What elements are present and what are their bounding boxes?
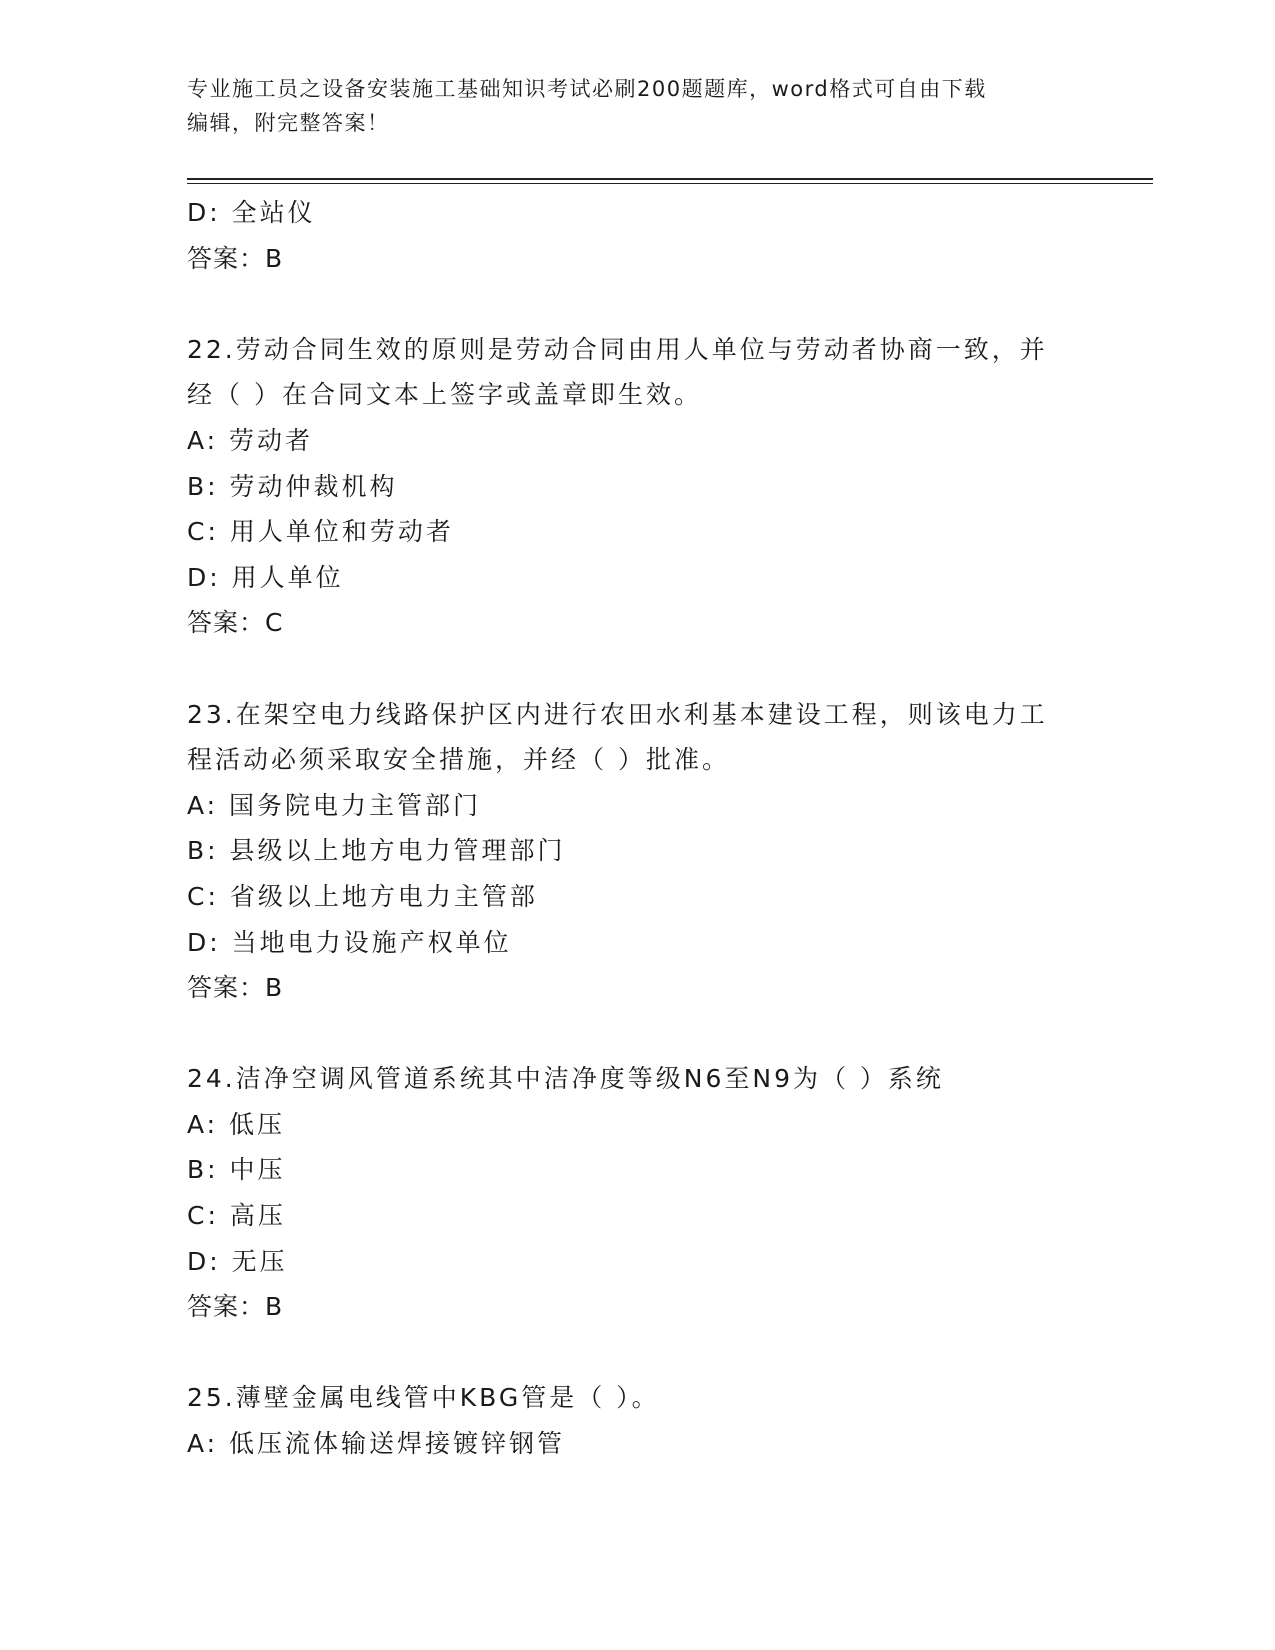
option-b: B: 县级以上地方电力管理部门	[187, 836, 566, 866]
option-a: A: 低压流体输送焊接镀锌钢管	[187, 1429, 566, 1459]
question-stem: 22.劳动合同生效的原则是劳动合同由用人单位与劳动者协商一致，并	[187, 334, 1048, 364]
question-stem: 24.洁净空调风管道系统其中洁净度等级N6至N9为（ ）系统	[187, 1064, 944, 1094]
option-d: D: 无压	[187, 1246, 288, 1276]
option-c: C: 用人单位和劳动者	[187, 517, 454, 547]
answer: 答案：C	[187, 608, 284, 638]
answer: 答案：B	[187, 243, 284, 273]
question-stem: 25.薄壁金属电线管中KBG管是（ ）。	[187, 1383, 660, 1413]
option-d: D: 用人单位	[187, 562, 344, 592]
option-b: B: 劳动仲裁机构	[187, 471, 398, 501]
question-24	[187, 1056, 1087, 1330]
option-a: A: 国务院电力主管部门	[187, 790, 482, 820]
question-25	[187, 1375, 1087, 1466]
spacer	[187, 1011, 1087, 1057]
answer: 答案：B	[187, 973, 284, 1003]
question-stem-continued: 经（ ）在合同文本上签字或盖章即生效。	[187, 380, 702, 410]
option-c: C: 高压	[187, 1201, 286, 1231]
document-header	[187, 72, 1067, 140]
question-21-tail	[187, 190, 1087, 281]
option-d: D: 当地电力设施产权单位	[187, 927, 512, 957]
spacer	[187, 1330, 1087, 1376]
option-b: B: 中压	[187, 1155, 286, 1185]
option-d: D: 全站仪	[187, 198, 316, 227]
header-divider-thick	[187, 178, 1153, 180]
option-a: A: 劳动者	[187, 425, 314, 455]
header-line-2: 编辑，附完整答案！	[187, 111, 390, 135]
question-23	[187, 692, 1087, 1011]
spacer	[187, 646, 1087, 692]
option-a: A: 低压	[187, 1109, 286, 1139]
spacer	[187, 281, 1087, 327]
question-stem: 23.在架空电力线路保护区内进行农田水利基本建设工程，则该电力工	[187, 699, 1048, 729]
question-stem-continued: 程活动必须采取安全措施，并经（ ）批准。	[187, 745, 730, 775]
answer: 答案：B	[187, 1292, 284, 1322]
question-list	[187, 190, 1087, 1467]
question-22	[187, 327, 1087, 646]
header-line-1: 专业施工员之设备安装施工基础知识考试必刷200题题库，word格式可自由下载	[187, 77, 987, 101]
option-c: C: 省级以上地方电力主管部	[187, 881, 538, 911]
header-divider-thin	[187, 183, 1153, 184]
